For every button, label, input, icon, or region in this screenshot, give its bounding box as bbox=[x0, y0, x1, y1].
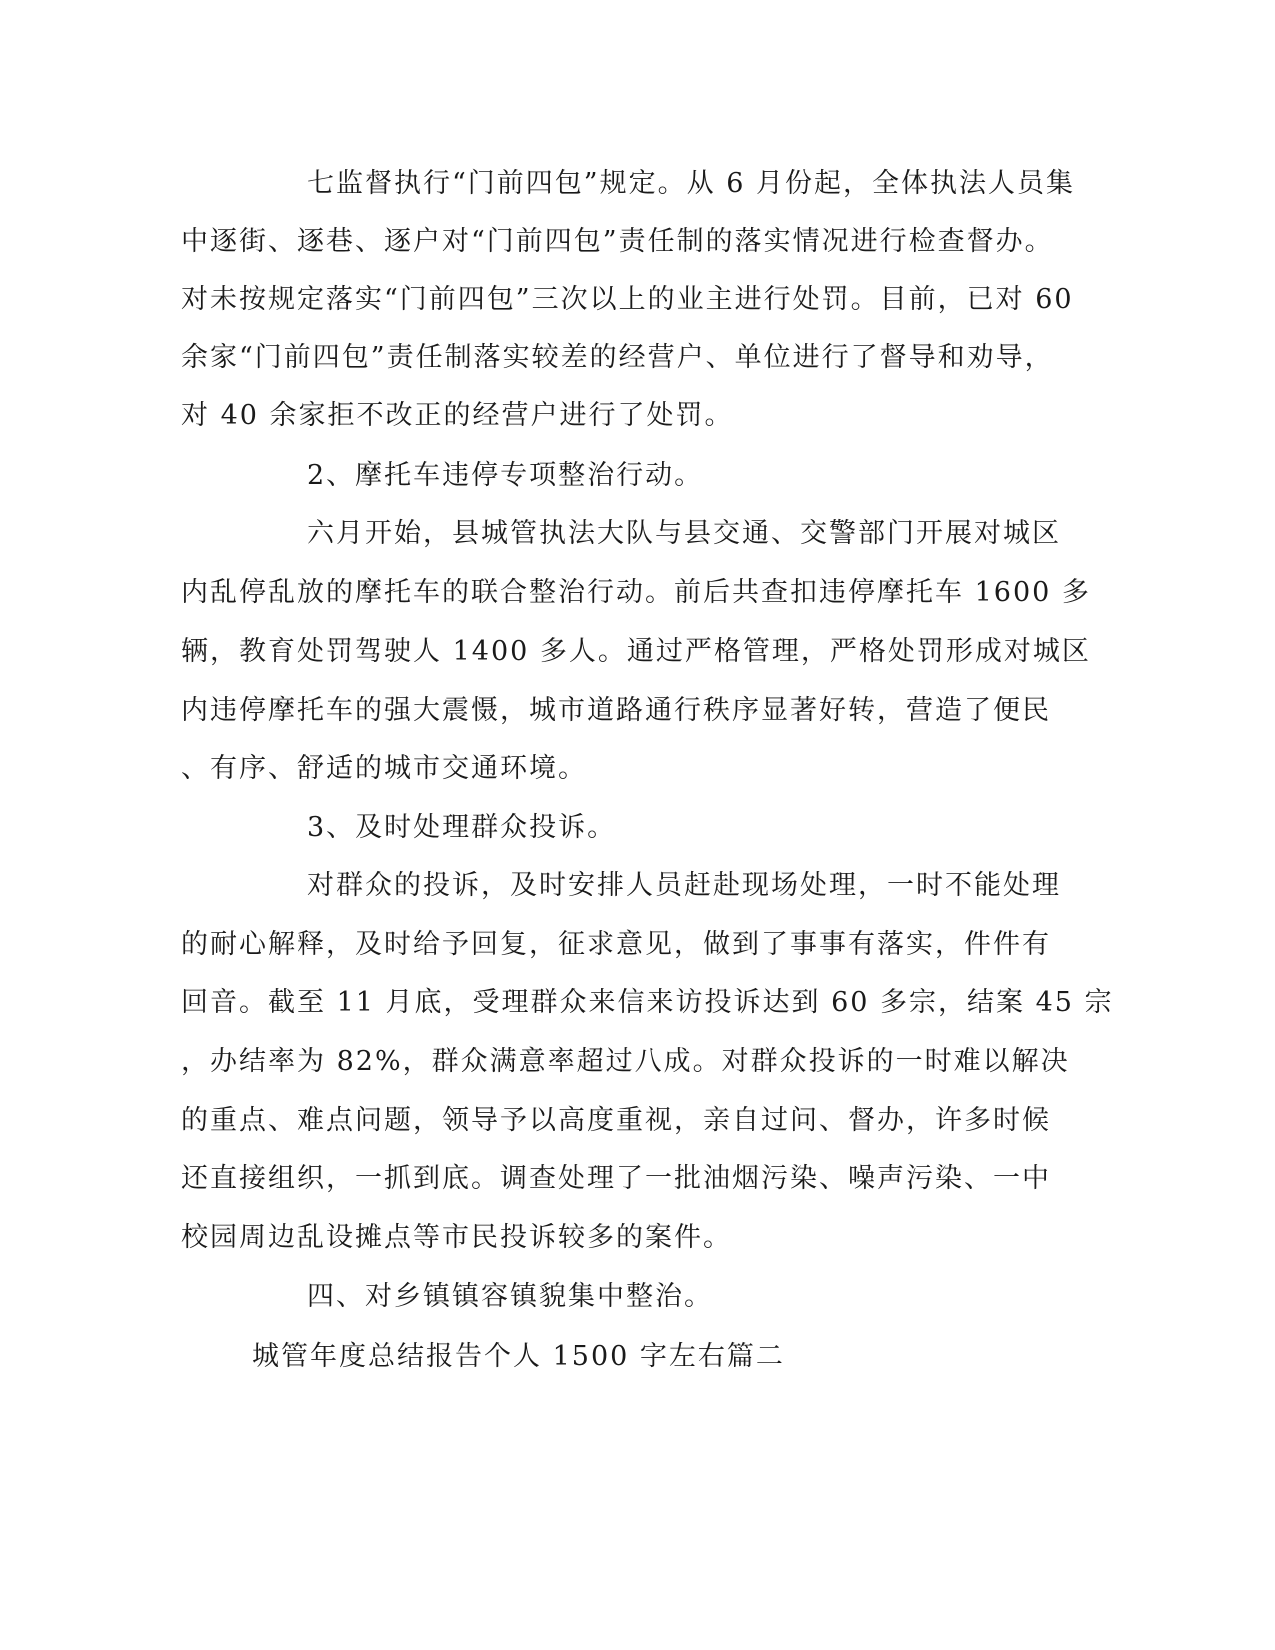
section-heading: 2、摩托车违停专项整治行动。 bbox=[307, 460, 704, 491]
text-line: 七监督执行“门前四包”规定。从 6 月份起，全体执法人员集 bbox=[307, 168, 1075, 199]
text-line: 内乱停乱放的摩托车的联合整治行动。前后共查扣违停摩托车 1600 多 bbox=[181, 577, 1091, 608]
text-line: 余家“门前四包”责任制落实较差的经营户、单位进行了督导和劝导， bbox=[181, 342, 1054, 373]
section-heading: 四、对乡镇镇容镇貌集中整治。 bbox=[307, 1281, 713, 1312]
text-line: 内违停摩托车的强大震慑，城市道路通行秩序显著好转，营造了便民 bbox=[181, 695, 1051, 726]
text-line: 还直接组织，一抓到底。调查处理了一批油烟污染、噪声污染、一中 bbox=[181, 1163, 1051, 1194]
text-line: 的耐心解释，及时给予回复，征求意见，做到了事事有落实，件件有 bbox=[181, 929, 1051, 960]
section-heading: 3、及时处理群众投诉。 bbox=[307, 812, 617, 843]
text-line: ，办结率为 82%，群众满意率超过八成。对群众投诉的一时难以解决 bbox=[181, 1046, 1070, 1077]
text-line: 对群众的投诉，及时安排人员赶赴现场处理，一时不能处理 bbox=[307, 870, 1061, 901]
text-line: 回音。截至 11 月底，受理群众来信来访投诉达到 60 多宗，结案 45 宗 bbox=[181, 987, 1114, 1018]
text-line: 辆，教育处罚驾驶人 1400 多人。通过严格管理，严格处罚形成对城区 bbox=[181, 636, 1091, 667]
text-line: 六月开始，县城管执法大队与县交通、交警部门开展对城区 bbox=[307, 518, 1061, 549]
text-line: 中逐街、逐巷、逐户对“门前四包”责任制的落实情况进行检查督办。 bbox=[181, 226, 1054, 257]
text-line: 对未按规定落实“门前四包”三次以上的业主进行处罚。目前，已对 60 bbox=[181, 284, 1074, 315]
text-line: 、有序、舒适的城市交通环境。 bbox=[181, 753, 587, 784]
text-line: 校园周边乱设摊点等市民投诉较多的案件。 bbox=[181, 1222, 732, 1253]
text-line: 的重点、难点问题，领导予以高度重视，亲自过问、督办，许多时候 bbox=[181, 1105, 1051, 1136]
text-line: 对 40 余家拒不改正的经营户进行了处罚。 bbox=[181, 400, 734, 431]
document-title-next: 城管年度总结报告个人 1500 字左右篇二 bbox=[252, 1341, 785, 1372]
